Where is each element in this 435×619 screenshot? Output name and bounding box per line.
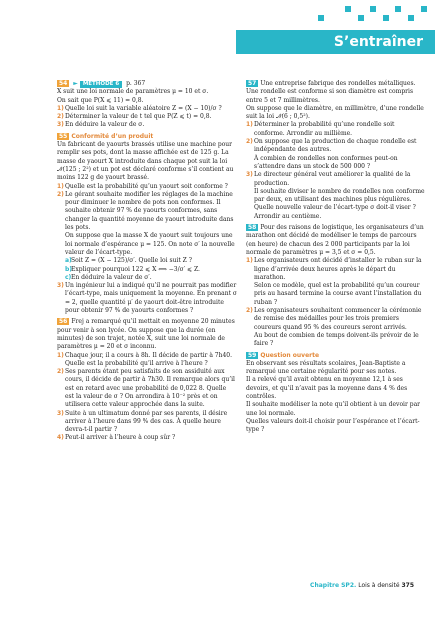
sub-question: En déduire la valeur de σ′. <box>71 273 152 281</box>
page-number: 375 <box>401 582 414 589</box>
arrow-right-icon: ► <box>73 80 78 87</box>
question: Le gérant souhaite modifier les réglages de la machine pour diminuer le nombre de pots non conformes. Il souhaite obtenir 97 % de yaourts conformes, sans changer la quantité moyenne de yaourt introduite dans les pots. <box>65 190 234 232</box>
exercise-title: Question ouverte <box>260 351 320 359</box>
exercise-55: 55 Conformité d’un produit Un fabricant de yaourts brassés utilise une machine pour remplir ses pots, dont la masse affichée est de 125 g. La masse de yaourt X introduite dans chaque pot suit la loi 𝒩(125 ; 2²) et un pot est déclaré conforme s’il contient au moins 122 g de yaourt brassé. 1) Quelle est la probabilité qu’un yaourt soit conforme ? 2) Le gérant souhaite modifier les réglages de la machine pour diminuer le nombre de pots non conformes. Il souhaite obtenir 97 % de yaourts conformes, sans changer la quantité moyenne de yaourt introduite dans les pots. On suppose que la masse X de yaourt suit toujours une loi normale d’espérance μ = 125. On note σ′ la nouvelle valeur de l’écart-type. a) Soit Z = (X − 125)/σ′. Quelle loi suit Z ? b) Expliquer pourquoi 122 ⩽ X ⟺ −3/σ′ ⩽ Z. c) En déduire la valeur de σ′. 3) Un ingénieur lui a indiqué qu’il ne pourrait pas modifier l’écart-type, mais uniquement la moyenne. En prenant σ = 2, quelle quantité μ′ de yaourt doit-être introduite pour obtenir 97 % de yaourts conformes ? <box>57 132 237 315</box>
exercise-59 <box>246 352 426 435</box>
question: Quelle est la probabilité qu’un yaourt soit conforme ? <box>65 182 228 190</box>
question: Déterminer la probabilité qu’une rondelle soit conforme. Arrondir au millième. <box>254 121 395 137</box>
sub-question: Expliquer pourquoi 122 ⩽ X ⟺ −3/σ′ ⩽ Z. <box>71 265 200 273</box>
exercise-intro: Une entreprise fabrique des rondelles métalliques. Une rondelle est conforme si son diamètre est compris entre 5 et 7 millimètres. <box>246 80 416 104</box>
decor-tile <box>421 6 427 12</box>
question-text: Au bout de combien de temps doivent-ils prévoir de le faire ? <box>254 331 419 348</box>
decor-tile <box>370 6 376 12</box>
question: Quelle loi suit la variable aléatoire Z = (X − 10)/σ ? <box>65 104 222 112</box>
question: Les organisateurs souhaitent commencer la cérémonie de remise des médailles pour les trois premiers coureurs quand 95 % des coureurs seront arrivés. <box>254 307 422 331</box>
question: Ses parents étant peu satisfaits de son assiduité aux cours, il décide de partir à 7h30. Il remarque alors qu’il est en retard avec une probabilité de 0,022 8. Quelle est la valeur de σ ? On arrondira à 10⁻² près et on utilisera cette valeur approchée dans la suite. <box>65 368 235 409</box>
method-badge[interactable]: MÉTHODE 6 <box>80 81 122 88</box>
exercise-intro: Pour des raisons de logistique, les organisateurs d’un marathon ont décidé de modéliser le temps de parcours (en heure) de chacun des 2 000 participants par la loi normale de paramètres μ = 3,5 et σ = 0,5. <box>246 224 424 256</box>
question: Un ingénieur lui a indiqué qu’il ne pourrait pas modifier l’écart-type, mais uniquement la moyenne. En prenant σ = 2, quelle quantité μ′ de yaourt doit-être introduite pour obtenir 97 % de yaourts conformes ? <box>65 282 237 315</box>
question-text: On suppose que la masse X de yaourt suit toujours une loi normale d’espérance μ = 125. On note σ′ la nouvelle valeur de l’écart-type. <box>65 232 235 256</box>
section-label: Lois à densité <box>358 582 400 589</box>
decor-tile <box>408 15 414 21</box>
left-column <box>57 80 237 446</box>
paragraph: Il a relevé qu’il avait obtenu en moyenne 12,1 à ses devoirs, et qu’il n’avait pas la moyenne dans 4 % des contrôles. <box>246 376 408 400</box>
decor-tile <box>345 6 351 12</box>
paragraph: En observant ses résultats scolaires, Jean-Baptiste a remarqué une certaine régularité pour ses notes. <box>246 359 406 376</box>
sub-question: Soit Z = (X − 125)/σ′. Quelle loi suit Z ? <box>71 257 192 265</box>
decor-tile <box>395 6 401 12</box>
decor-tile <box>383 15 389 21</box>
question: On suppose que la production de chaque rondelle est indépendante des autres. <box>254 138 417 154</box>
exercise-intro: Un fabricant de yaourts brassés utilise une machine pour remplir ses pots, dont la masse affichée est de 125 g. La masse de yaourt X introduite dans chaque pot suit la loi 𝒩(125 ; 2²) et un pot est déclaré conforme s’il contient au moins 122 g de yaourt brassé. <box>57 141 234 182</box>
exercise-number: 59 <box>248 351 257 359</box>
exercise-number: 54 <box>59 80 68 87</box>
exercise-56: 56 Frej a remarqué qu’il mettait en moyenne 20 minutes pour venir à son lycée. On suppose que la durée (en minutes) de son trajet, notée X, suit une loi normale de paramètres μ = 20 et σ inconnu. 1) Chaque jour, il a cours à 8h. Il décide de partir à 7h40. Quelle est la probabilité qu’il arrive à l’heure ? 2) Ses parents étant peu satisfaits de son assiduité aux cours, il décide de partir à 7h30. Il remarque alors qu’il est en retard avec une probabilité de 0,022 8. Quelle est la valeur de σ ? On arrondira à 10⁻² près et on utilisera cette valeur approchée dans la suite. 3) Suite à un ultimatum donné par ses parents, il désire arriver à l’heure dans 99 % des cas. À quelle heure devra-t-il partir ? 4) Peut-il arriver à l’heure à coup sûr ? <box>57 318 235 442</box>
decor-tile <box>318 15 324 21</box>
question: Chaque jour, il a cours à 8h. Il décide de partir à 7h40. Quelle est la probabilité qu’il arrive à l’heure ? <box>65 351 233 367</box>
right-column <box>246 80 426 437</box>
exercise-57: 57 Une entreprise fabrique des rondelles métalliques. Une rondelle est conforme si son diamètre est compris entre 5 et 7 millimètres. On suppose que le diamètre, en millimètre, d’une rondelle suit la loi 𝒩(6 ; 0,5²). 1) Déterminer la probabilité qu’une rondelle soit conforme. Arrondir au millième. 2) On suppose que la production de chaque rondelle est indépendante des autres. À combien de rondelles non conformes peut-on s’attendre dans un stock de 500 000 ? 3) Le directeur général veut améliorer la qualité de la production. Il souhaite diviser le nombre de rondelles non conforme par deux, en utilisant des machines plus régulières. Quelle nouvelle valeur de l’écart-type σ doit-il viser ? Arrondir au centième. <box>246 80 425 220</box>
exercise-number: 55 <box>59 132 68 140</box>
exercise-intro: On suppose que le diamètre, en millimètre, d’une rondelle suit la loi 𝒩(6 ; 0,5²). <box>246 104 424 121</box>
question: Le directeur général veut améliorer la qualité de la production. <box>254 171 411 187</box>
exercise-58: 58 Pour des raisons de logistique, les organisateurs d’un marathon ont décidé de modéliser le temps de parcours (en heure) de chacun des 2 000 participants par la loi normale de paramètres μ = 3,5 et σ = 0,5. 1) Les organisateurs ont décidé d’installer le ruban sur la ligne d’arrivée deux heures après le départ du marathon. Selon ce modèle, quel est la probabilité qu’un coureur pris au hasard termine la course avant l’installation du ruban ? 2) Les organisateurs souhaitent commencer la cérémonie de remise des médailles pour les trois premiers coureurs quand 95 % des coureurs seront arrivés. Au bout de combien de temps doivent-ils prévoir de le faire ? <box>246 224 424 348</box>
exercise-intro: X suit une loi normale de paramètres μ = 10 et σ. <box>57 88 209 96</box>
paragraph: Il souhaite modéliser la note qu’il obtient à un devoir par une loi normale. <box>246 401 421 417</box>
decor-tile <box>358 15 364 21</box>
exercise-54: 54 ► MÉTHODE 6 p. 367 X suit une loi normale de paramètres μ = 10 et σ. On sait que P(X ⩽ 11) = 0,8. 1) Quelle loi suit la variable aléatoire Z = (X − 10)/σ ? 2) Déterminer la valeur de t tel que P(Z ⩽ t) = 0,8. 3) En déduire la valeur de σ. <box>57 80 237 130</box>
question-text: Quelle nouvelle valeur de l’écart-type σ doit-il viser ? Arrondir au centième. <box>254 204 416 220</box>
section-header <box>236 30 435 54</box>
question: Peut-il arriver à l’heure à coup sûr ? <box>65 434 176 442</box>
question: Déterminer la valeur de t tel que P(Z ⩽ t) = 0,8. <box>65 113 212 121</box>
page-ref: p. 367 <box>126 80 146 87</box>
paragraph: Quelles valeurs doit-il choisir pour l’espérance et l’écart-type ? <box>246 417 420 434</box>
exercise-number: 56 <box>59 318 68 326</box>
question: Suite à un ultimatum donné par ses parents, il désire arriver à l’heure dans 99 % des cas. À quelle heure devra-t-il partir ? <box>65 409 228 434</box>
page-footer <box>310 582 414 590</box>
page-title: S’entraîner <box>333 34 423 50</box>
exercise-title: Conformité d’un produit <box>71 132 154 140</box>
exercise-number: 57 <box>248 80 257 87</box>
question-text: À combien de rondelles non conformes peut-on s’attendre dans un stock de 500 000 ? <box>254 154 398 170</box>
question-text: Il souhaite diviser le nombre de rondelles non conforme par deux, en utilisant des machines plus régulières. <box>254 187 425 204</box>
exercise-intro: On sait que P(X ⩽ 11) = 0,8. <box>57 96 144 104</box>
exercise-intro: Frej a remarqué qu’il mettait en moyenne 20 minutes pour venir à son lycée. On suppose que la durée (en minutes) de son trajet, notée X, suit une loi normale de paramètres μ = 20 et σ inconnu. <box>57 318 235 351</box>
chapter-label: Chapitre SP2. <box>310 582 357 589</box>
question: En déduire la valeur de σ. <box>65 121 145 129</box>
question-text: Selon ce modèle, quel est la probabilité qu’un coureur pris au hasard termine la course avant l’installation du ruban ? <box>254 282 422 306</box>
question: Les organisateurs ont décidé d’installer le ruban sur la ligne d’arrivée deux heures après le départ du marathon. <box>254 257 422 281</box>
exercise-number: 58 <box>248 224 257 232</box>
